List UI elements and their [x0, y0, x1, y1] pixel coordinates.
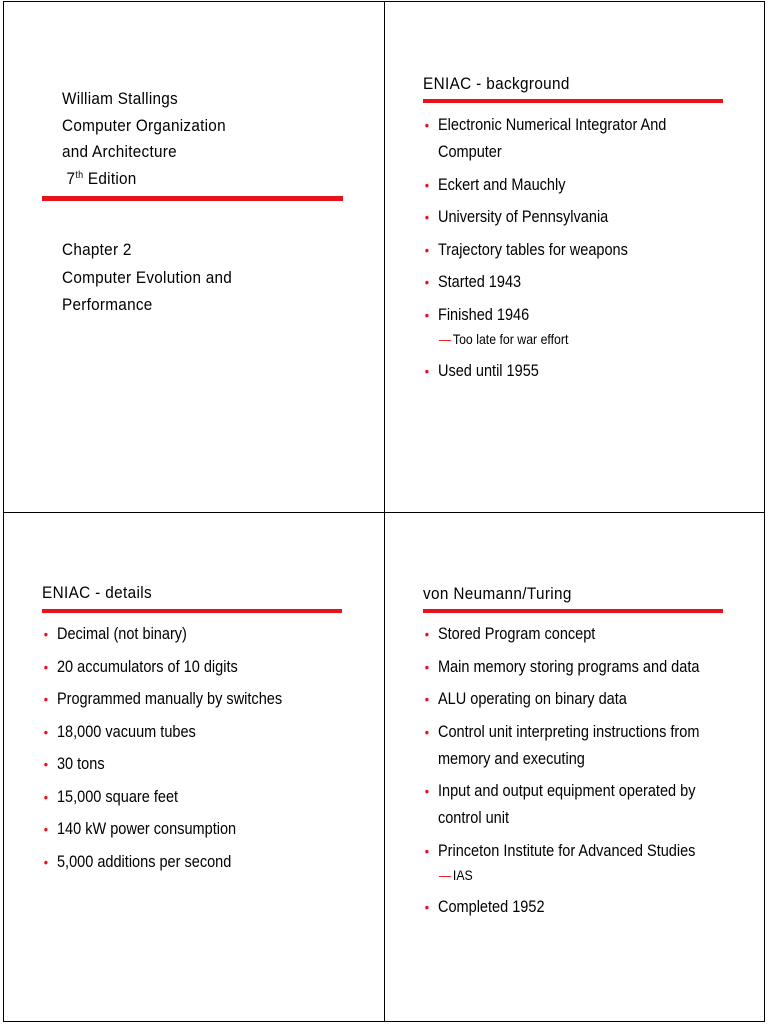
bullet-item [423, 358, 722, 385]
bullet-text: University of Pennsylvania [437, 208, 609, 226]
bullet-item [42, 849, 341, 876]
sub-bullet-text: IAS [452, 867, 473, 883]
slide-title-page [4, 2, 384, 512]
bullet-text: Eckert and Mauchly [437, 175, 566, 194]
bullet-item [423, 719, 722, 773]
bullet-item [423, 778, 722, 832]
bullet-dot-icon: • [424, 783, 430, 799]
chapter-title-line1: Computer Evolution and [62, 267, 233, 287]
sub-bullet-text: Too late for war effort [452, 331, 569, 347]
title-red-rule [42, 196, 343, 201]
bullet-dot-icon: • [43, 691, 49, 707]
heading-red-rule [42, 609, 342, 613]
slide-heading: von Neumann/Turing [423, 584, 572, 603]
chapter-number: Chapter 2 [62, 240, 132, 259]
bullet-dot-icon: • [43, 626, 49, 642]
bullet-text: Input and output equipment operated by control unit [437, 782, 696, 827]
bullet-dot-icon: • [424, 899, 430, 915]
edition [62, 166, 226, 193]
bullet-item [42, 654, 341, 681]
bullet-text: Princeton Institute for Advanced Studies [437, 841, 696, 860]
bullet-item [423, 112, 722, 166]
chapter-block [62, 236, 232, 319]
bullet-item [423, 302, 722, 329]
bullet-item [42, 719, 341, 746]
bullet-item [423, 204, 722, 231]
bullet-dot-icon: • [43, 853, 49, 870]
slide-heading: ENIAC - background [423, 74, 570, 93]
bullet-item [423, 838, 722, 865]
dash-icon: — [438, 331, 452, 347]
bullet-item [42, 784, 341, 811]
book-title-line2: and Architecture [62, 142, 177, 161]
slide-eniac-details [4, 513, 384, 1021]
bullet-text: Started 1943 [437, 273, 522, 291]
book-title-line1: Computer Organization [62, 115, 226, 135]
bullet-dot-icon: • [424, 363, 430, 379]
bullet-list [423, 112, 722, 391]
bullet-item [423, 621, 722, 648]
bullet-dot-icon: • [424, 176, 430, 193]
edition-number: 7 [66, 168, 76, 188]
bullet-text: 18,000 vacuum tubes [56, 722, 196, 741]
bullet-text: Programmed manually by switches [56, 690, 283, 708]
bullet-item [423, 894, 722, 921]
bullet-dot-icon: • [43, 723, 49, 740]
slide-von-neumann-turing [385, 513, 764, 1021]
bullet-item [423, 237, 722, 264]
heading-red-rule [423, 609, 723, 613]
bullet-item [423, 654, 722, 681]
sub-bullet-item [423, 867, 722, 884]
bullet-text: Completed 1952 [437, 898, 545, 916]
bullet-list [42, 621, 341, 881]
bullet-dot-icon: • [424, 306, 430, 323]
bullet-item [42, 816, 341, 843]
bullet-item [423, 172, 722, 199]
bullet-dot-icon: • [424, 274, 430, 290]
bullet-text: Finished 1946 [437, 305, 530, 324]
bullet-list [423, 621, 722, 927]
bullet-item [42, 686, 341, 713]
book-title-block [62, 86, 226, 192]
edition-superscript: th [75, 169, 84, 181]
bullet-dot-icon: • [424, 209, 430, 225]
bullet-item [42, 751, 341, 778]
edition-word: Edition [83, 168, 137, 188]
bullet-text: 20 accumulators of 10 digits [56, 657, 238, 676]
bullet-dot-icon: • [424, 658, 430, 675]
bullet-item [42, 621, 341, 648]
bullet-text: Electronic Numerical Integrator And Computer [437, 116, 667, 161]
bullet-text: Decimal (not binary) [56, 625, 187, 643]
bullet-dot-icon: • [424, 241, 430, 258]
bullet-dot-icon: • [424, 723, 430, 740]
bullet-text: 30 tons [56, 755, 105, 773]
bullet-dot-icon: • [424, 626, 430, 642]
dash-icon: — [438, 867, 452, 883]
bullet-text: Used until 1955 [437, 362, 539, 380]
bullet-text: Control unit interpreting instructions from memory and executing [437, 722, 700, 768]
slide-heading: ENIAC - details [42, 583, 152, 602]
bullet-text: Trajectory tables for weapons [437, 240, 628, 259]
bullet-item [423, 269, 722, 296]
bullet-text: Main memory storing programs and data [437, 657, 700, 676]
bullet-item [423, 686, 722, 713]
bullet-text: Stored Program concept [437, 625, 596, 643]
bullet-dot-icon: • [43, 788, 49, 805]
chapter-title-line2: Performance [62, 295, 153, 314]
slide-eniac-background [385, 2, 764, 512]
bullet-dot-icon: • [424, 842, 430, 859]
bullet-dot-icon: • [43, 658, 49, 675]
bullet-dot-icon: • [43, 756, 49, 772]
bullet-text: 5,000 additions per second [56, 852, 232, 871]
bullet-text: ALU operating on binary data [437, 690, 627, 708]
bullet-dot-icon: • [424, 691, 430, 707]
bullet-dot-icon: • [43, 821, 49, 837]
bullet-dot-icon: • [424, 117, 430, 133]
bullet-text: 15,000 square feet [56, 787, 179, 806]
author-name: William Stallings [62, 89, 178, 108]
sub-bullet-item [423, 331, 722, 348]
bullet-text: 140 kW power consumption [56, 820, 237, 838]
heading-red-rule [423, 99, 723, 103]
